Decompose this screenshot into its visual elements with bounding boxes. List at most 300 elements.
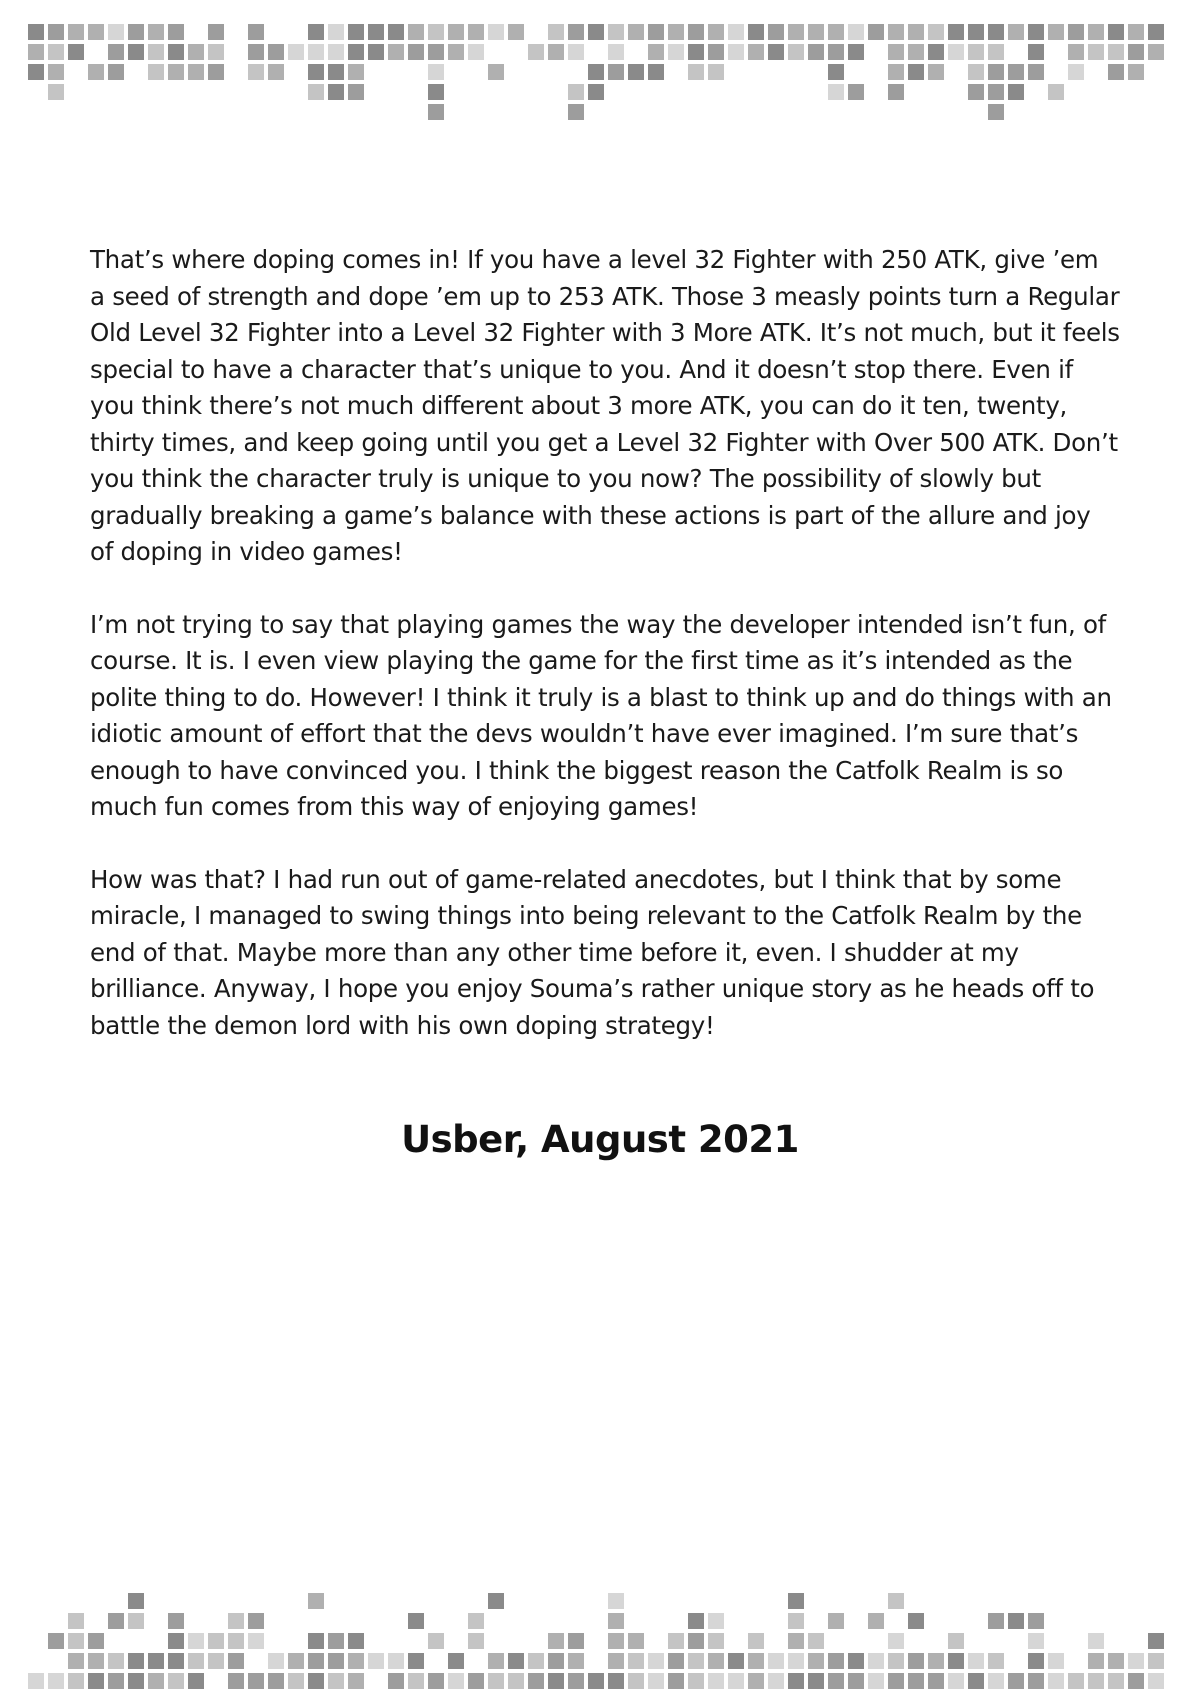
pixel-square [1088, 1673, 1104, 1689]
pixel-square [608, 1673, 624, 1689]
pixel-square [1048, 1673, 1064, 1689]
pixel-square [888, 64, 904, 80]
pixel-square [888, 1633, 904, 1649]
pixel-square [688, 1673, 704, 1689]
pixel-square [188, 1653, 204, 1669]
pixel-square [48, 44, 64, 60]
pixel-square [388, 1653, 404, 1669]
pixel-square [948, 1633, 964, 1649]
pixel-square [1108, 24, 1124, 40]
pixel-square [568, 84, 584, 100]
pixel-square [828, 84, 844, 100]
pixel-square [748, 24, 764, 40]
pixel-square [548, 44, 564, 60]
pixel-square [1068, 1673, 1084, 1689]
pixel-square [148, 24, 164, 40]
pixel-square [648, 1653, 664, 1669]
pixel-square [908, 24, 924, 40]
pixel-square [708, 44, 724, 60]
pixel-square [888, 1653, 904, 1669]
pixel-square [1008, 24, 1024, 40]
pixel-square [808, 24, 824, 40]
pixel-square [488, 64, 504, 80]
pixel-square [548, 1673, 564, 1689]
pixel-square [508, 1673, 524, 1689]
pixel-square [1028, 44, 1044, 60]
pixel-square [468, 1613, 484, 1629]
pixel-square [348, 1633, 364, 1649]
pixel-square [628, 1673, 644, 1689]
pixel-square [388, 24, 404, 40]
pixel-square [828, 1653, 844, 1669]
pixel-square [608, 1633, 624, 1649]
pixel-square [1108, 44, 1124, 60]
pixel-square [468, 24, 484, 40]
pixel-square [448, 1673, 464, 1689]
pixel-square [408, 1613, 424, 1629]
pixel-square [1108, 64, 1124, 80]
pixel-square [1128, 44, 1144, 60]
pixel-square [1068, 64, 1084, 80]
pixel-square [788, 24, 804, 40]
pixel-square [688, 1653, 704, 1669]
pixel-square [368, 1653, 384, 1669]
pixel-square [568, 104, 584, 120]
pixel-square [28, 64, 44, 80]
pixel-square [1048, 84, 1064, 100]
pixel-square [1088, 24, 1104, 40]
pixel-square [148, 1673, 164, 1689]
pixel-square [948, 1673, 964, 1689]
pixel-square [968, 84, 984, 100]
pixel-square [348, 1653, 364, 1669]
pixel-square [768, 44, 784, 60]
pixel-square [48, 84, 64, 100]
pixel-square [1148, 1673, 1164, 1689]
pixel-square [1008, 1673, 1024, 1689]
pixel-square [368, 44, 384, 60]
pixel-square [948, 1653, 964, 1669]
pixel-square [608, 1653, 624, 1669]
pixel-square [1068, 24, 1084, 40]
pixel-square [1128, 1673, 1144, 1689]
pixel-square [948, 44, 964, 60]
pixel-square [168, 1633, 184, 1649]
pixel-square [428, 1633, 444, 1649]
pixel-square [628, 64, 644, 80]
pixel-square [708, 1613, 724, 1629]
pixel-square [328, 84, 344, 100]
pixel-square [208, 64, 224, 80]
pixel-square [248, 24, 264, 40]
pixel-square [308, 1593, 324, 1609]
pixel-square [848, 24, 864, 40]
pixel-square [408, 1653, 424, 1669]
pixel-square [1048, 1653, 1064, 1669]
pixel-square [728, 44, 744, 60]
pixel-square [548, 1633, 564, 1649]
pixel-square [168, 64, 184, 80]
pixel-square [88, 1633, 104, 1649]
pixel-square [148, 64, 164, 80]
pixel-square [908, 1613, 924, 1629]
pixel-square [228, 1653, 244, 1669]
pixel-square [608, 64, 624, 80]
pixel-square [1008, 64, 1024, 80]
pixel-square [928, 1653, 944, 1669]
pixel-square [888, 84, 904, 100]
pixel-square [788, 1613, 804, 1629]
top-pixel-border [0, 0, 1200, 170]
pixel-square [188, 1633, 204, 1649]
pixel-square [1028, 24, 1044, 40]
pixel-square [788, 1653, 804, 1669]
pixel-square [428, 84, 444, 100]
pixel-square [128, 1613, 144, 1629]
pixel-square [1088, 1653, 1104, 1669]
pixel-square [468, 1633, 484, 1649]
afterword-body [90, 242, 1120, 1080]
pixel-square [528, 44, 544, 60]
paragraph-1: That’s where doping comes in! If you have a level 32 Fighter with 250 ATK, give ’em a seed of strength and dope ’em up to 253 ATK. Those 3 measly points turn a Regular Old Level 32 Fighter into a Level 32 Fighter with 3 More ATK. It’s not much, but it feels special to have a character that’s unique to you. And it doesn’t stop there. Even if you think there’s not much different about 3 more ATK, you can do it ten, twenty, thirty times, and keep going until you get a Level 32 Fighter with Over 500 ATK. Don’t you think the character truly is unique to you now? The possibility of slowly but gradually breaking a game’s balance with these actions is part of the allure and joy of doping in video games! [90, 245, 1120, 566]
pixel-square [328, 44, 344, 60]
pixel-square [1088, 44, 1104, 60]
pixel-square [128, 1653, 144, 1669]
pixel-square [808, 44, 824, 60]
pixel-square [608, 24, 624, 40]
pixel-square [868, 24, 884, 40]
pixel-square [1148, 1633, 1164, 1649]
pixel-square [388, 1673, 404, 1689]
pixel-square [608, 1593, 624, 1609]
pixel-square [848, 1653, 864, 1669]
pixel-square [128, 44, 144, 60]
pixel-square [488, 24, 504, 40]
pixel-square [68, 1613, 84, 1629]
pixel-square [1008, 84, 1024, 100]
pixel-square [1028, 1613, 1044, 1629]
pixel-square [1028, 1653, 1044, 1669]
pixel-square [348, 44, 364, 60]
pixel-square [668, 24, 684, 40]
paragraph-3: How was that? I had run out of game-related anecdotes, but I think that by some miracle, I managed to swing things into being relevant to the Catfolk Realm by the end of that. Maybe more than any other time before it, even. I shudder at my brilliance. Anyway, I hope you enjoy Souma’s rather unique story as he heads off to battle the demon lord with his own doping strategy! [90, 864, 1095, 1040]
pixel-square [68, 44, 84, 60]
pixel-square [308, 1633, 324, 1649]
pixel-square [388, 44, 404, 60]
pixel-square [308, 84, 324, 100]
pixel-square [408, 1673, 424, 1689]
pixel-square [808, 1653, 824, 1669]
pixel-square [648, 44, 664, 60]
pixel-square [988, 64, 1004, 80]
pixel-square [748, 1673, 764, 1689]
pixel-square [848, 1673, 864, 1689]
pixel-square [288, 1673, 304, 1689]
pixel-square [328, 64, 344, 80]
pixel-square [768, 24, 784, 40]
pixel-square [428, 24, 444, 40]
pixel-square [28, 1673, 44, 1689]
pixel-square [468, 1673, 484, 1689]
pixel-square [1128, 1653, 1144, 1669]
pixel-square [348, 64, 364, 80]
pixel-square [208, 1633, 224, 1649]
pixel-square [788, 1593, 804, 1609]
pixel-square [168, 24, 184, 40]
pixel-square [108, 1653, 124, 1669]
pixel-square [68, 24, 84, 40]
pixel-square [508, 1653, 524, 1669]
pixel-square [808, 1673, 824, 1689]
pixel-square [788, 1633, 804, 1649]
pixel-square [48, 24, 64, 40]
pixel-square [928, 24, 944, 40]
pixel-square [108, 1613, 124, 1629]
pixel-square [288, 44, 304, 60]
pixel-square [928, 64, 944, 80]
pixel-square [428, 64, 444, 80]
pixel-square [288, 1653, 304, 1669]
pixel-square [48, 1633, 64, 1649]
pixel-square [408, 24, 424, 40]
pixel-square [408, 44, 424, 60]
pixel-square [248, 1633, 264, 1649]
pixel-square [188, 64, 204, 80]
pixel-square [548, 24, 564, 40]
pixel-square [708, 1653, 724, 1669]
pixel-square [968, 1673, 984, 1689]
pixel-square [368, 24, 384, 40]
pixel-square [568, 1673, 584, 1689]
pixel-square [508, 24, 524, 40]
pixel-square [188, 1673, 204, 1689]
pixel-square [428, 104, 444, 120]
pixel-square [548, 1653, 564, 1669]
pixel-square [828, 24, 844, 40]
pixel-square [988, 44, 1004, 60]
pixel-square [988, 24, 1004, 40]
pixel-square [688, 1613, 704, 1629]
pixel-square [668, 1633, 684, 1649]
pixel-square [28, 24, 44, 40]
pixel-square [688, 1633, 704, 1649]
pixel-square [168, 1613, 184, 1629]
pixel-square [908, 44, 924, 60]
pixel-square [988, 104, 1004, 120]
pixel-square [688, 24, 704, 40]
pixel-square [588, 64, 604, 80]
pixel-square [588, 84, 604, 100]
pixel-square [308, 1653, 324, 1669]
pixel-square [328, 24, 344, 40]
pixel-square [908, 1673, 924, 1689]
pixel-square [988, 1653, 1004, 1669]
pixel-square [708, 64, 724, 80]
pixel-square [148, 44, 164, 60]
pixel-square [748, 1633, 764, 1649]
pixel-square [468, 44, 484, 60]
pixel-square [248, 64, 264, 80]
pixel-square [708, 24, 724, 40]
pixel-square [308, 64, 324, 80]
pixel-square [1108, 1653, 1124, 1669]
pixel-square [668, 1653, 684, 1669]
pixel-square [648, 64, 664, 80]
pixel-square [108, 1673, 124, 1689]
pixel-square [308, 1673, 324, 1689]
pixel-square [428, 44, 444, 60]
pixel-square [228, 1633, 244, 1649]
pixel-square [328, 1653, 344, 1669]
pixel-square [1028, 1673, 1044, 1689]
pixel-square [668, 1673, 684, 1689]
pixel-square [268, 1673, 284, 1689]
pixel-square [88, 1673, 104, 1689]
pixel-square [68, 1633, 84, 1649]
pixel-square [88, 1653, 104, 1669]
pixel-square [708, 1673, 724, 1689]
pixel-square [948, 24, 964, 40]
pixel-square [668, 44, 684, 60]
pixel-square [108, 24, 124, 40]
pixel-square [268, 44, 284, 60]
pixel-square [1088, 1633, 1104, 1649]
pixel-square [228, 1613, 244, 1629]
paragraph-2: I’m not trying to say that playing games the way the developer intended isn’t fun, of course. It is. I even view playing the game for the first time as it’s intended as the polite thing to do. However! I think it truly is a blast to think up and do things with an idiotic amount of effort that the devs wouldn’t have ever imagined. I’m sure that’s enough to have convinced you. I think the biggest reason the Catfolk Realm is so much fun comes from this way of enjoying games! [90, 609, 1112, 821]
pixel-square [888, 44, 904, 60]
pixel-square [808, 1633, 824, 1649]
pixel-square [928, 44, 944, 60]
pixel-square [1028, 1633, 1044, 1649]
pixel-square [128, 24, 144, 40]
pixel-square [868, 1613, 884, 1629]
pixel-square [648, 1673, 664, 1689]
pixel-square [168, 44, 184, 60]
pixel-square [1148, 44, 1164, 60]
pixel-square [748, 44, 764, 60]
pixel-square [968, 24, 984, 40]
pixel-square [608, 44, 624, 60]
pixel-square [928, 1673, 944, 1689]
pixel-square [348, 1673, 364, 1689]
pixel-square [308, 44, 324, 60]
pixel-square [788, 1673, 804, 1689]
pixel-square [608, 1613, 624, 1629]
pixel-square [888, 1673, 904, 1689]
pixel-square [448, 1653, 464, 1669]
pixel-square [208, 24, 224, 40]
pixel-square [628, 1633, 644, 1649]
pixel-square [208, 44, 224, 60]
pixel-square [528, 1653, 544, 1669]
pixel-square [748, 1653, 764, 1669]
pixel-square [28, 44, 44, 60]
pixel-square [1128, 24, 1144, 40]
pixel-square [888, 1593, 904, 1609]
pixel-square [48, 64, 64, 80]
pixel-square [268, 64, 284, 80]
pixel-square [68, 1673, 84, 1689]
pixel-square [828, 1673, 844, 1689]
pixel-square [1068, 44, 1084, 60]
pixel-square [1048, 24, 1064, 40]
pixel-square [768, 1673, 784, 1689]
pixel-square [988, 1613, 1004, 1629]
pixel-square [968, 1653, 984, 1669]
pixel-square [148, 1653, 164, 1669]
pixel-square [888, 24, 904, 40]
pixel-square [988, 1673, 1004, 1689]
pixel-square [1128, 64, 1144, 80]
pixel-square [568, 1653, 584, 1669]
pixel-square [1008, 1613, 1024, 1629]
pixel-square [48, 1673, 64, 1689]
author-signature: Usber, August 2021 [401, 1118, 799, 1161]
pixel-square [1108, 1673, 1124, 1689]
pixel-square [128, 1673, 144, 1689]
pixel-square [568, 44, 584, 60]
pixel-square [248, 44, 264, 60]
pixel-square [528, 1673, 544, 1689]
pixel-square [308, 24, 324, 40]
pixel-square [268, 1653, 284, 1669]
pixel-square [228, 1673, 244, 1689]
pixel-square [328, 1673, 344, 1689]
pixel-square [568, 1633, 584, 1649]
pixel-square [688, 44, 704, 60]
pixel-square [728, 1673, 744, 1689]
pixel-square [128, 1593, 144, 1609]
pixel-square [168, 1653, 184, 1669]
pixel-square [828, 64, 844, 80]
pixel-square [1148, 1653, 1164, 1669]
pixel-square [88, 24, 104, 40]
pixel-square [588, 1673, 604, 1689]
pixel-square [448, 44, 464, 60]
pixel-square [788, 44, 804, 60]
pixel-square [828, 44, 844, 60]
pixel-square [328, 1633, 344, 1649]
pixel-square [208, 1653, 224, 1669]
pixel-square [348, 84, 364, 100]
pixel-square [968, 44, 984, 60]
pixel-square [488, 1593, 504, 1609]
pixel-square [108, 44, 124, 60]
pixel-square [908, 64, 924, 80]
pixel-square [648, 24, 664, 40]
bottom-pixel-border [0, 1555, 1200, 1706]
pixel-square [248, 1673, 264, 1689]
pixel-square [708, 1633, 724, 1649]
pixel-square [88, 64, 104, 80]
pixel-square [488, 1673, 504, 1689]
pixel-square [628, 1653, 644, 1669]
pixel-square [1028, 64, 1044, 80]
pixel-square [628, 24, 644, 40]
pixel-square [988, 84, 1004, 100]
pixel-square [908, 1653, 924, 1669]
pixel-square [1148, 24, 1164, 40]
pixel-square [848, 44, 864, 60]
pixel-square [348, 24, 364, 40]
pixel-square [168, 1673, 184, 1689]
pixel-square [868, 1673, 884, 1689]
pixel-square [448, 24, 464, 40]
pixel-square [828, 1613, 844, 1629]
pixel-square [848, 84, 864, 100]
pixel-square [68, 1653, 84, 1669]
pixel-square [768, 1653, 784, 1669]
